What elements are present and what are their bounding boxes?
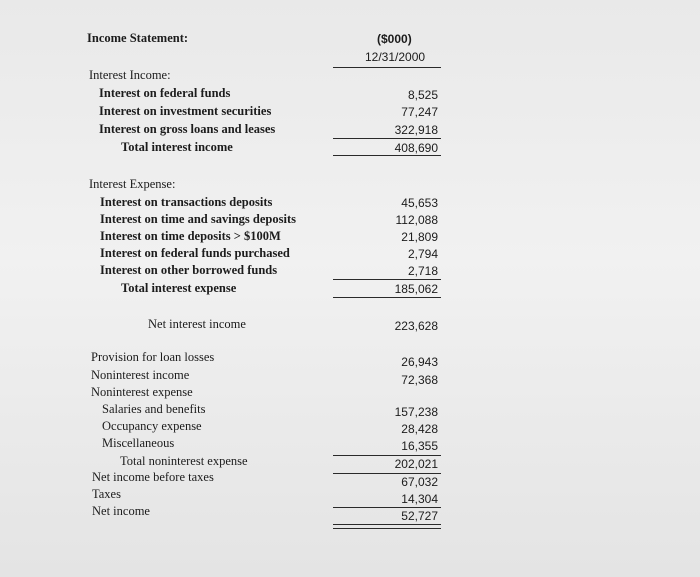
line-value: 45,653 [401,196,438,210]
line-value: 322,918 [394,123,438,137]
net-before-taxes-label: Net income before taxes [92,470,214,484]
noninterest-income-value: 72,368 [401,373,438,387]
line-value: 16,355 [401,439,438,453]
net-income-label: Net income [92,504,150,518]
subtotal-rule [333,138,441,139]
noninterest-expense-heading: Noninterest expense [91,385,193,399]
total-value: 185,062 [394,282,438,296]
date-header: 12/31/2000 [365,50,426,64]
line-label: Interest on other borrowed funds [100,263,278,277]
line-label: Interest on transactions deposits [100,195,273,209]
line-value: 112,088 [395,213,438,227]
net-income-value: 52,727 [401,509,438,523]
interest-income-heading: Interest Income: [89,68,171,82]
line-value: 28,428 [401,422,438,436]
net-before-taxes-value: 67,032 [401,475,438,489]
line-value: 21,809 [401,230,438,244]
line-label: Interest on time deposits > $100M [100,229,281,243]
header-rule [333,67,441,68]
total-label: Total noninterest expense [120,454,248,468]
line-value: 2,718 [407,264,438,278]
line-label: Interest on federal funds purchased [100,246,290,260]
subtotal-rule [333,455,441,456]
total-value: 408,690 [394,141,438,155]
line-label: Interest on time and savings deposits [100,212,296,226]
line-value: 77,247 [401,105,438,119]
taxes-label: Taxes [92,487,121,501]
interest-expense-heading: Interest Expense: [89,177,176,191]
statement-title: Income Statement: [87,31,189,45]
total-value: 202,021 [394,457,438,471]
total-rule [333,155,441,156]
net-interest-value: 223,628 [394,319,438,333]
line-label: Miscellaneous [102,436,175,450]
line-value: 2,794 [407,247,438,261]
provision-value: 26,943 [401,355,438,369]
line-label: Interest on federal funds [99,86,231,100]
taxes-rule [333,507,441,508]
subtotal-rule [333,279,441,280]
line-label: Occupancy expense [102,419,202,433]
total-rule [333,473,441,474]
taxes-value: 14,304 [401,492,438,506]
line-label: Interest on gross loans and leases [99,122,276,136]
provision-label: Provision for loan losses [91,350,215,364]
total-label: Total interest expense [121,281,237,295]
noninterest-income-label: Noninterest income [91,368,190,382]
units-header: ($000) [377,32,412,46]
line-value: 157,238 [394,405,438,419]
line-label: Interest on investment securities [99,104,272,118]
line-value: 8,525 [407,88,438,102]
net-interest-label: Net interest income [148,317,246,331]
total-label: Total interest income [121,140,233,154]
total-rule [333,297,441,298]
line-label: Salaries and benefits [102,402,206,416]
net-income-double-rule [333,524,441,529]
